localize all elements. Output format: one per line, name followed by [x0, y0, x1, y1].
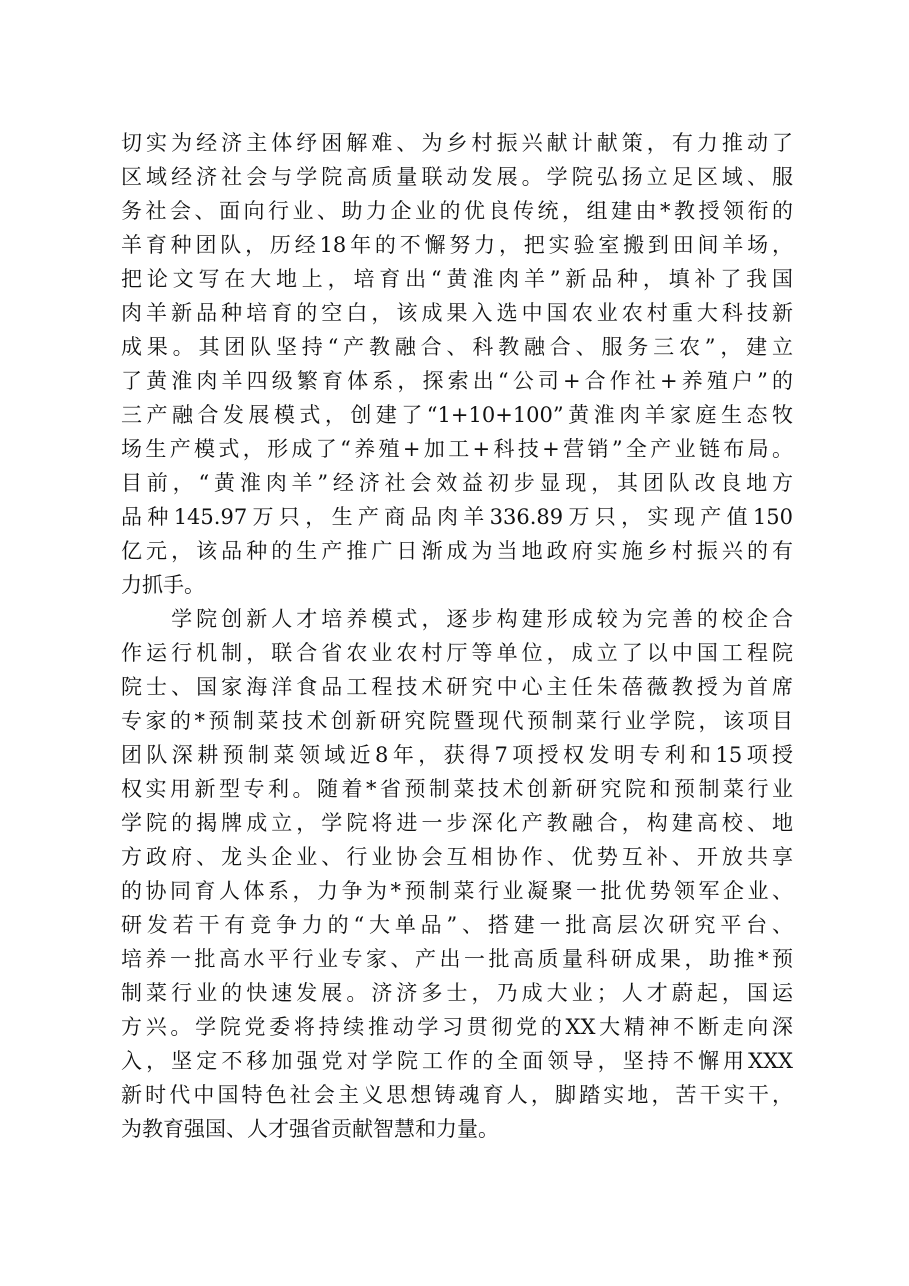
paragraph-1-line: 羊育种团队，历经18年的不懈努力，把实验室搬到田间羊场，	[121, 233, 793, 257]
paragraph-2-line: 入，坚定不移加强党对学院工作的全面领导，坚持不懈用XXX	[121, 1049, 793, 1073]
paragraph-1-line: 切实为经济主体纾困解难、为乡村振兴献计献策，有力推动了	[121, 131, 793, 155]
paragraph-1-line: 品种145.97万只，生产商品肉羊336.89万只，实现产值150	[121, 505, 793, 529]
paragraph-2-line: 方政府、龙头企业、行业协会互相协作、优势互补、开放共享	[121, 845, 793, 869]
paragraph-1-line: 目前，“黄淮肉羊”经济社会效益初步显现，其团队改良地方	[121, 471, 793, 495]
paragraph-2-line: 作运行机制，联合省农业农村厅等单位，成立了以中国工程院	[121, 641, 793, 665]
paragraph-1-line: 肉羊新品种培育的空白，该成果入选中国农业农村重大科技新	[121, 301, 793, 325]
paragraph-2-line: 培养一批高水平行业专家、产出一批高质量科研成果，助推*预	[121, 947, 793, 971]
paragraph-2-line: 研发若干有竞争力的“大单品”、搭建一批高层次研究平台、	[121, 913, 793, 937]
paragraph-1-line: 把论文写在大地上，培育出“黄淮肉羊”新品种，填补了我国	[121, 267, 793, 291]
paragraph-2-line: 学院的揭牌成立，学院将进一步深化产教融合，构建高校、地	[121, 811, 793, 835]
paragraph-2-line: 学院创新人才培养模式，逐步构建形成较为完善的校企合	[121, 607, 793, 631]
paragraph-2-line: 方兴。学院党委将持续推动学习贯彻党的XX大精神不断走向深	[121, 1015, 793, 1039]
paragraph-1-line: 场生产模式，形成了“养殖+加工+科技+营销”全产业链布局。	[121, 437, 793, 461]
paragraph-2-line: 权实用新型专利。随着*省预制菜技术创新研究院和预制菜行业	[121, 777, 793, 801]
paragraph-1-line: 三产融合发展模式，创建了“1+10+100”黄淮肉羊家庭生态牧	[121, 403, 793, 427]
paragraph-2-line: 为教育强国、人才强省贡献智慧和力量。	[121, 1117, 499, 1141]
paragraph-2-line: 的协同育人体系，力争为*预制菜行业凝聚一批优势领军企业、	[121, 879, 793, 903]
paragraph-2-line: 院士、国家海洋食品工程技术研究中心主任朱蓓薇教授为首席	[121, 675, 793, 699]
paragraph-1-line: 务社会、面向行业、助力企业的优良传统，组建由*教授领衔的	[121, 199, 793, 223]
paragraph-2-line: 制菜行业的快速发展。济济多士，乃成大业；人才蔚起，国运	[121, 981, 793, 1005]
paragraph-2-line: 新时代中国特色社会主义思想铸魂育人，脚踏实地，苦干实干，	[121, 1083, 793, 1107]
paragraph-1-line: 力抓手。	[121, 573, 205, 597]
paragraph-1-line: 区域经济社会与学院高质量联动发展。学院弘扬立足区域、服	[121, 165, 793, 189]
paragraph-2-line: 团队深耕预制菜领域近8年，获得7项授权发明专利和15项授	[121, 743, 793, 767]
paragraph-1-line: 成果。其团队坚持“产教融合、科教融合、服务三农”，建立	[121, 335, 793, 359]
paragraph-1-line: 了黄淮肉羊四级繁育体系，探索出“公司+合作社+养殖户”的	[121, 369, 793, 393]
paragraph-2-line: 专家的*预制菜技术创新研究院暨现代预制菜行业学院，该项目	[121, 709, 793, 733]
paragraph-1-line: 亿元，该品种的生产推广日渐成为当地政府实施乡村振兴的有	[121, 539, 793, 563]
document-body	[121, 126, 793, 1146]
